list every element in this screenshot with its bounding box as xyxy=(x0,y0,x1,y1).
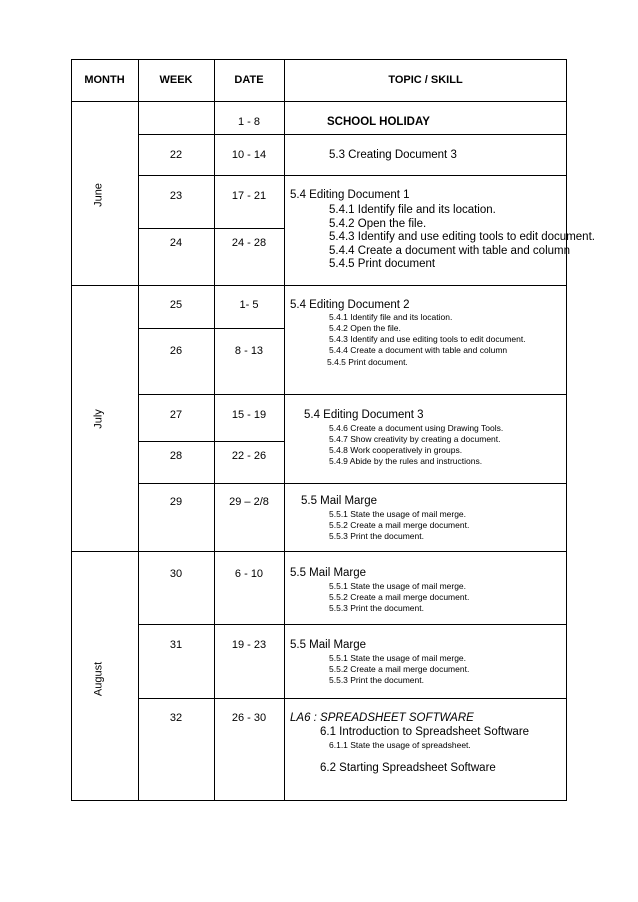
topic-title: 5.5 Mail Marge xyxy=(290,639,367,651)
table-border-right xyxy=(566,59,567,801)
topic-item: 5.4.5 Print document xyxy=(329,258,436,270)
date-cell: 6 - 10 xyxy=(234,568,264,580)
topic-item: 5.4.2 Open the file. xyxy=(329,218,427,230)
table-border-bottom xyxy=(71,800,567,801)
date-cell: 22 - 26 xyxy=(231,450,267,462)
week-cell: 28 xyxy=(169,450,183,462)
row-divider xyxy=(138,441,285,442)
week-cell: 32 xyxy=(169,712,183,724)
month-divider xyxy=(71,551,567,552)
date-cell: 17 - 21 xyxy=(231,190,267,202)
topic-item: 6.1.1 State the usage of spreadsheet. xyxy=(329,740,471,750)
topic-item: 5.5.3 Print the document. xyxy=(329,531,424,541)
topic-title: 5.5 Mail Marge xyxy=(301,495,378,507)
row-divider xyxy=(138,328,285,329)
date-cell: 10 - 14 xyxy=(231,149,267,161)
month-label-july: July xyxy=(92,409,105,429)
week-cell: 26 xyxy=(169,345,183,357)
week-cell: 27 xyxy=(169,409,183,421)
table-border-left xyxy=(71,59,72,801)
topic-item: 5.5.1 State the usage of mail merge. xyxy=(329,509,467,519)
week-cell: 24 xyxy=(169,237,183,249)
row-divider xyxy=(138,698,567,699)
header-date: DATE xyxy=(234,74,264,86)
week-cell: 23 xyxy=(169,190,183,202)
topic-item: 5.4.2 Open the file. xyxy=(329,323,401,333)
week-cell: 25 xyxy=(169,299,183,311)
row-divider xyxy=(138,624,567,625)
row-divider xyxy=(138,134,567,135)
topic-item: 5.5.3 Print the document. xyxy=(329,603,424,613)
topic-school-holiday: SCHOOL HOLIDAY xyxy=(327,116,430,128)
date-cell: 26 - 30 xyxy=(231,712,267,724)
month-label-june: June xyxy=(92,183,105,207)
topic-item: 5.4.1 Identify file and its location. xyxy=(329,312,453,322)
topic-title: 5.5 Mail Marge xyxy=(290,567,367,579)
month-label-august: August xyxy=(92,661,105,697)
topic-item: 5.5.1 State the usage of mail merge. xyxy=(329,653,467,663)
row-divider xyxy=(138,394,567,395)
topic-item: 5.4.3 Identify and use editing tools to edit document. xyxy=(329,231,595,243)
date-cell: 24 - 28 xyxy=(231,237,267,249)
column-divider-week xyxy=(138,59,139,801)
date-cell: 15 - 19 xyxy=(231,409,267,421)
column-divider-date xyxy=(214,59,215,801)
week-cell: 22 xyxy=(169,149,183,161)
row-divider xyxy=(138,175,567,176)
topic-item: 5.5.2 Create a mail merge document. xyxy=(329,664,470,674)
topic-item: 5.5.2 Create a mail merge document. xyxy=(329,592,470,602)
header-divider xyxy=(71,101,567,102)
topic-item: 5.4.6 Create a document using Drawing Tools. xyxy=(329,423,504,433)
topic-title: 5.4 Editing Document 3 xyxy=(304,409,424,421)
week-cell: 31 xyxy=(169,639,183,651)
topic-title: 5.4 Editing Document 2 xyxy=(290,299,410,311)
topic-subtitle: 6.1 Introduction to Spreadsheet Software xyxy=(320,726,530,738)
row-divider xyxy=(138,228,285,229)
date-cell: 29 – 2/8 xyxy=(229,496,269,508)
topic-item: 5.4.1 Identify file and its location. xyxy=(329,204,496,216)
topic-title: LA6 : SPREADSHEET SOFTWARE xyxy=(290,712,474,724)
date-cell: 1 - 8 xyxy=(237,116,260,128)
schedule-table xyxy=(71,59,595,801)
date-cell: 1- 5 xyxy=(239,299,259,311)
header-topic: TOPIC / SKILL xyxy=(388,74,463,86)
topic-creating-document: 5.3 Creating Document 3 xyxy=(329,149,457,161)
topic-item: 5.5.3 Print the document. xyxy=(329,675,424,685)
header-week: WEEK xyxy=(159,74,193,86)
topic-subtitle: 6.2 Starting Spreadsheet Software xyxy=(320,762,496,774)
topic-item: 5.5.2 Create a mail merge document. xyxy=(329,520,470,530)
topic-item: 5.4.4 Create a document with table and column xyxy=(329,345,508,355)
topic-item: 5.4.7 Show creativity by creating a document. xyxy=(329,434,501,444)
topic-title: 5.4 Editing Document 1 xyxy=(290,189,410,201)
topic-item: 5.5.1 State the usage of mail merge. xyxy=(329,581,467,591)
week-cell: 30 xyxy=(169,568,183,580)
topic-item: 5.4.4 Create a document with table and column xyxy=(329,245,571,257)
week-cell: 29 xyxy=(169,496,183,508)
month-divider xyxy=(71,285,567,286)
topic-item: 5.4.3 Identify and use editing tools to edit document. xyxy=(329,334,526,344)
column-divider-topic xyxy=(284,59,285,801)
topic-item: 5.4.8 Work cooperatively in groups. xyxy=(329,445,463,455)
header-month: MONTH xyxy=(84,74,125,86)
date-cell: 8 - 13 xyxy=(234,345,264,357)
date-cell: 19 - 23 xyxy=(231,639,267,651)
row-divider xyxy=(138,483,567,484)
topic-item: 5.4.5 Print document. xyxy=(327,357,408,367)
topic-item: 5.4.9 Abide by the rules and instructions. xyxy=(329,456,483,466)
table-border-top xyxy=(71,59,567,60)
